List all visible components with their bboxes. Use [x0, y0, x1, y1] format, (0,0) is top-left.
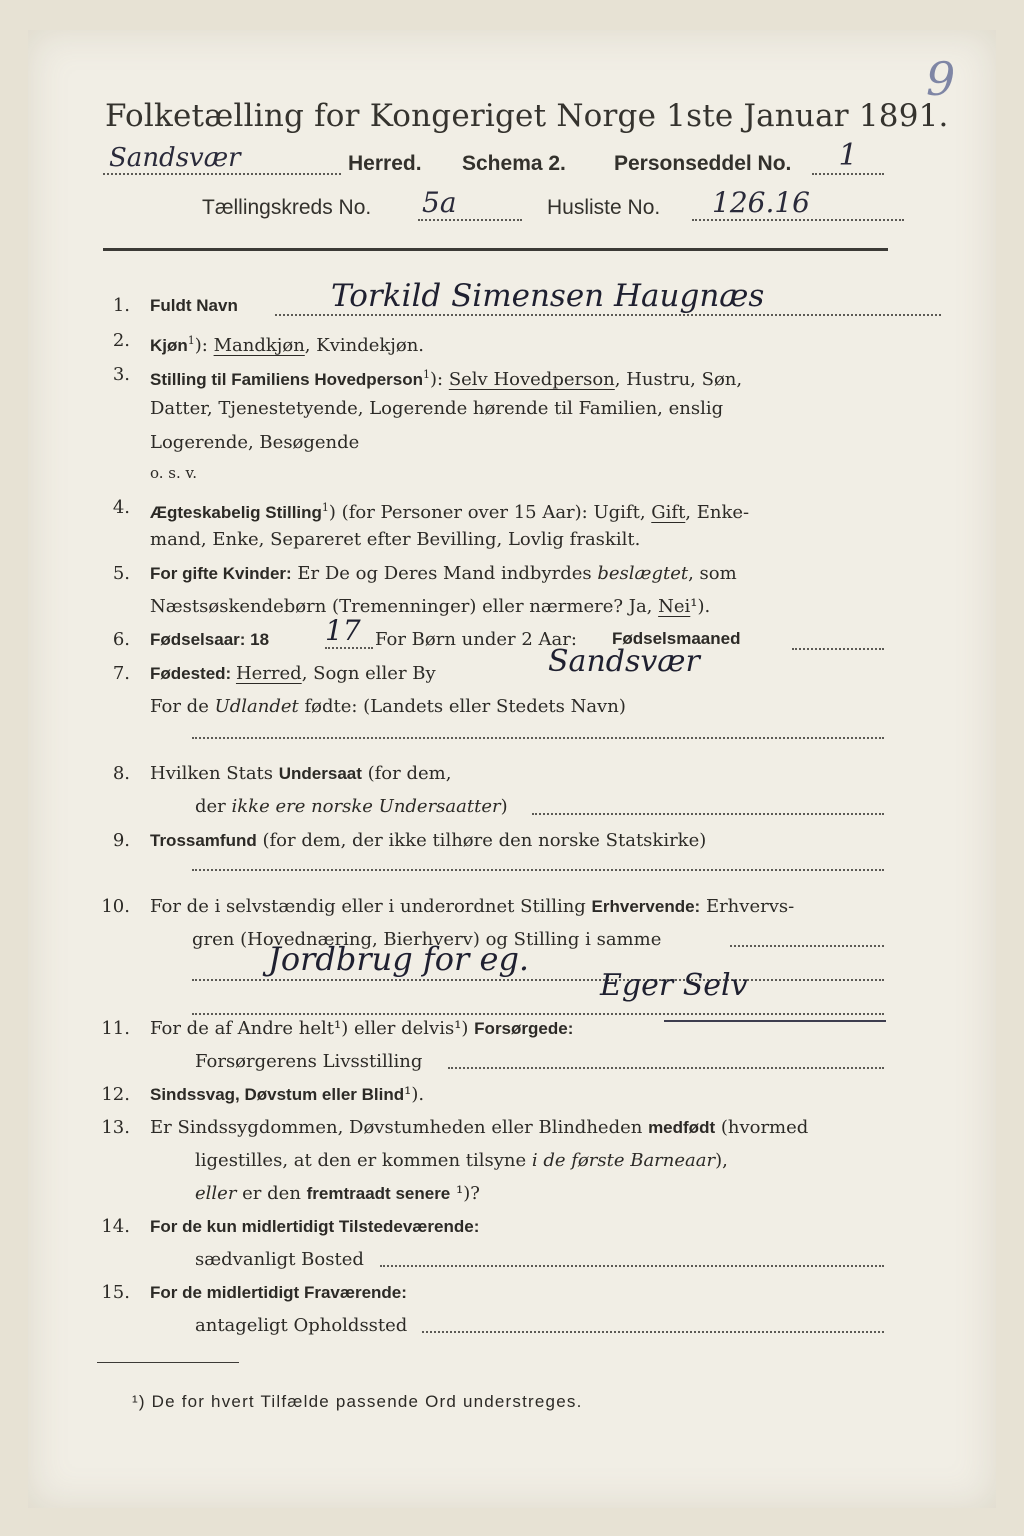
- corner-page-number: 9: [926, 52, 956, 106]
- item-line: mand, Enke, Separeret efter Bevilling, Lovlig fraskilt.: [150, 529, 641, 550]
- item-line: Datter, Tjenestetyende, Logerende hørende til Familien, enslig: [150, 398, 724, 419]
- item-label: For de midlertidigt Fraværende:: [150, 1283, 407, 1302]
- birth-year-value: 17: [325, 614, 373, 649]
- item-number: 5.: [112, 563, 130, 584]
- option-selected: Gift: [651, 502, 686, 523]
- footnote: ¹) De for hvert Tilfælde passende Ord understreges.: [132, 1392, 583, 1411]
- footnote-ref: 1: [423, 368, 430, 381]
- personseddel-label: Personseddel No.: [614, 152, 792, 175]
- footnote-ref: 1: [187, 334, 195, 347]
- item-line: o. s. v.: [150, 464, 197, 482]
- item-label: Kjøn: [150, 336, 188, 355]
- item-label: For gifte Kvinder:: [150, 564, 292, 583]
- item-italic: eller: [195, 1183, 237, 1204]
- item-text: For de af Andre helt¹) eller delvis¹): [150, 1018, 475, 1039]
- herred-label: Herred.: [348, 152, 422, 175]
- option-selected: Nei: [658, 596, 691, 617]
- item-text: fødte: (Landets eller Stedets Navn): [298, 696, 626, 717]
- item-number: 2.: [112, 330, 130, 351]
- item-label: Undersaat: [278, 764, 362, 783]
- item-italic: ikke ere norske Undersaatter: [231, 796, 501, 817]
- item-line: [150, 896, 794, 918]
- item-line: [150, 663, 436, 685]
- item-line: [150, 763, 451, 785]
- item-text: For de i selvstændig eller i underordnet Stilling: [150, 896, 592, 917]
- item-label: Forsørgede:: [474, 1019, 574, 1038]
- item-line: [150, 696, 626, 718]
- item-label: Fødested:: [150, 664, 236, 683]
- item-number: 11.: [101, 1018, 130, 1039]
- option-selected: Herred: [235, 663, 302, 684]
- item-line: [150, 830, 706, 852]
- item-line: [150, 497, 749, 524]
- kreds-label: Tællingskreds No.: [202, 196, 372, 219]
- item-label: fremtraadt senere: [306, 1184, 451, 1203]
- husliste-label: Husliste No.: [547, 196, 661, 219]
- occupation-value: Jordbrug for eg.: [268, 940, 530, 978]
- item-number: 1.: [112, 295, 130, 316]
- form-title: Folketælling for Kongeriget Norge 1ste Januar 1891.: [105, 98, 949, 134]
- item-line: [150, 563, 737, 585]
- item-text: ): [500, 796, 508, 817]
- item-line: Logerende, Besøgende: [150, 432, 360, 453]
- item-label: Ægteskabelig Stilling: [150, 503, 322, 522]
- item-text: For Børn under 2 Aar:: [375, 629, 577, 650]
- item-line: [195, 1150, 728, 1172]
- dotted-blank: [532, 812, 884, 815]
- item-line: Forsørgerens Livsstilling: [195, 1051, 423, 1072]
- dotted-blank: [192, 1012, 884, 1015]
- dotted-blank: [192, 868, 884, 871]
- item-text: Hvilken Stats: [150, 763, 279, 784]
- item-text: der: [195, 796, 232, 817]
- item-label: Erhvervende:: [591, 897, 701, 916]
- item-number: 14.: [101, 1216, 130, 1237]
- option-selected: Selv Hovedperson: [448, 369, 615, 390]
- footnote-rule: [97, 1362, 239, 1363]
- dotted-blank: [792, 636, 884, 650]
- item-number: 10.: [101, 896, 130, 917]
- birth-year-label: Fødselsaar: 18: [150, 630, 270, 649]
- item-text: ):: [194, 335, 214, 356]
- item-text: , som: [688, 563, 737, 584]
- dotted-blank: [422, 1330, 884, 1333]
- item-text: (for dem, der ikke tilhøre den norske Statskirke): [256, 830, 707, 851]
- schema-label: Schema 2.: [462, 152, 566, 175]
- footnote-ref: 1: [321, 501, 329, 514]
- dotted-blank: [380, 1264, 884, 1267]
- dotted-blank: [192, 736, 884, 739]
- husliste-value: 126.16: [692, 186, 904, 221]
- item-line: [150, 1018, 573, 1040]
- occupation-value-2: Eger Selv: [600, 968, 748, 1003]
- item-italic: i de første Barneaar: [531, 1150, 716, 1171]
- item-text: Erhvervs-: [700, 896, 795, 917]
- item-number: 9.: [112, 830, 130, 851]
- item-label: Fuldt Navn: [150, 296, 238, 315]
- header-rule: [103, 248, 888, 251]
- ink-stroke: [664, 1020, 886, 1022]
- item-label: Trossamfund: [150, 831, 257, 850]
- item-text: , Hustru, Søn,: [614, 369, 743, 390]
- item-text: (for dem,: [361, 763, 452, 784]
- item-text: (hvormed: [715, 1117, 809, 1138]
- item-line: antageligt Opholdssted: [195, 1315, 408, 1336]
- item-text: ):: [430, 369, 449, 390]
- item-text: ¹).: [690, 596, 711, 617]
- item-text: ¹).: [404, 1084, 425, 1105]
- dotted-blank: [448, 1066, 884, 1069]
- item-line: [150, 1084, 424, 1106]
- item-italic: beslægtet: [597, 563, 689, 584]
- birth-month-label: Fødselsmaaned: [612, 629, 741, 648]
- item-number: 13.: [101, 1117, 130, 1138]
- item-number: 8.: [112, 763, 130, 784]
- herred-field: [103, 143, 343, 175]
- item-italic: Udlandet: [214, 696, 299, 717]
- item-text: ),: [715, 1150, 728, 1171]
- option-selected: Mandkjøn: [213, 335, 305, 356]
- item-text: ¹)?: [450, 1183, 480, 1204]
- item-number: 6.: [112, 629, 130, 650]
- item-line: [150, 596, 710, 618]
- dotted-blank: [192, 978, 884, 981]
- item-label: medfødt: [648, 1118, 716, 1137]
- item-text: For de: [150, 696, 215, 717]
- item-text: er den: [236, 1183, 307, 1204]
- item-line: gren (Hovednæring, Bierhverv) og Stilling i samme: [192, 929, 662, 950]
- item-line: [195, 796, 508, 818]
- item-line: [195, 1183, 480, 1205]
- item-line: [150, 364, 742, 391]
- herred-value: Sandsvær: [103, 143, 341, 175]
- item-text: , Kvindekjøn.: [304, 335, 425, 356]
- item-label: Stilling til Familiens Hovedperson: [150, 370, 423, 389]
- full-name-value: Torkild Simensen Haugnæs: [275, 278, 941, 316]
- item-label: Sindssvag, Døvstum eller Blind: [150, 1085, 405, 1104]
- personseddel-value: 1: [812, 138, 884, 175]
- item-text: Er De og Deres Mand indbyrdes: [291, 563, 598, 584]
- birthplace-value: Sandsvær: [548, 644, 700, 679]
- item-line: sædvanligt Bosted: [195, 1249, 364, 1270]
- item-line: [150, 1117, 808, 1139]
- item-line: [150, 330, 424, 357]
- item-text: ) (for Personer over 15 Aar): Ugift,: [328, 502, 652, 523]
- item-number: 3.: [112, 364, 130, 385]
- item-text: ligestilles, at den er kommen tilsyne: [195, 1150, 532, 1171]
- item-label: For de kun midlertidigt Tilstedeværende:: [150, 1217, 480, 1236]
- item-number: 7.: [112, 663, 130, 684]
- item-text: Næstsøskendebørn (Tremenninger) eller nærmere? Ja,: [150, 596, 659, 617]
- item-number: 15.: [101, 1282, 130, 1303]
- kreds-value: 5a: [418, 186, 522, 221]
- item-text: Er Sindssygdommen, Døvstumheden eller Blindheden: [150, 1117, 649, 1138]
- item-number: 4.: [112, 497, 130, 518]
- item-number: 12.: [101, 1084, 130, 1105]
- item-text: , Enke-: [685, 502, 750, 523]
- dotted-blank: [730, 944, 884, 947]
- item-text: , Sogn eller By: [301, 663, 436, 684]
